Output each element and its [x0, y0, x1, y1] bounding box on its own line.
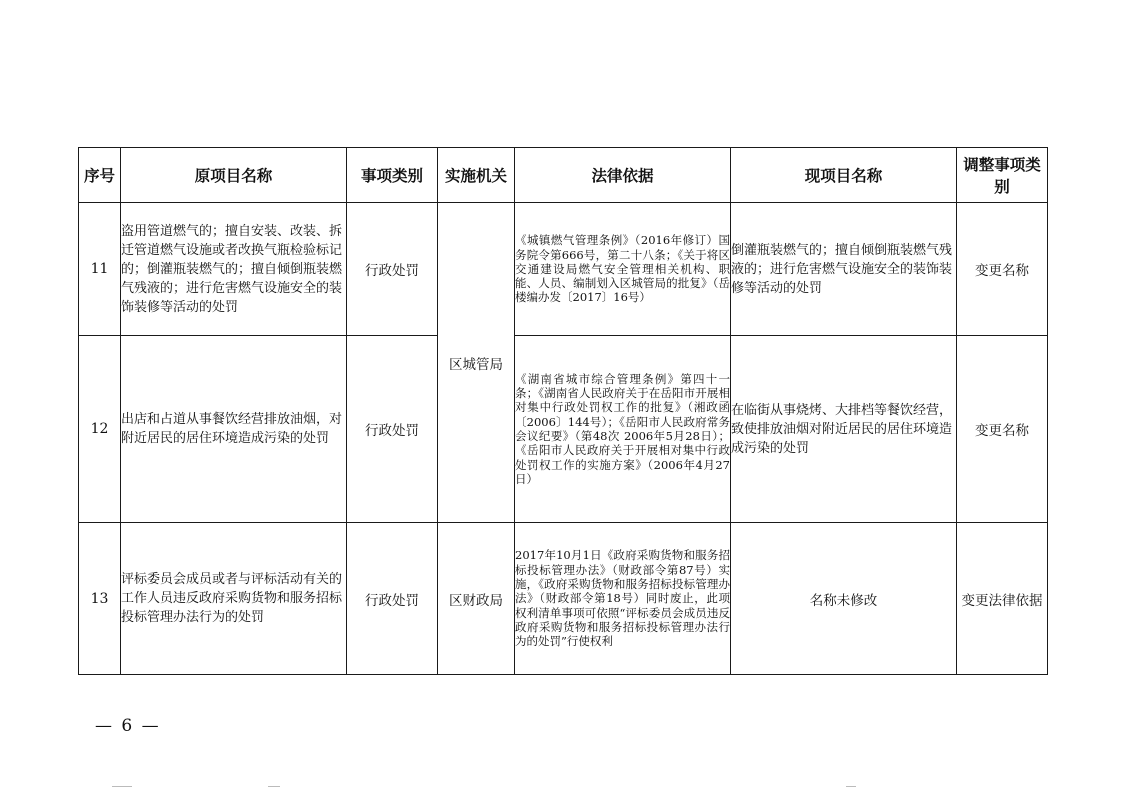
scan-artifact — [268, 786, 280, 787]
row-agency: 区城管局 — [438, 203, 515, 523]
row-legal-basis: 《湖南省城市综合管理条例》第四十一条；《湖南省人民政府关于在岳阳市开展相对集中行政处罚权工作的批复》（湘政函〔2006〕144号）；《岳阳市人民政府常务会议纪要》（第48次 2006年5月28日）；《岳阳市人民政府关于开展相对集中行政处罚权工作的实施方案》（2006年4月27日） — [515, 336, 731, 523]
header-current-name: 现项目名称 — [731, 148, 957, 203]
header-original-name: 原项目名称 — [121, 148, 347, 203]
row-category: 行政处罚 — [347, 523, 438, 675]
row-original-name: 盗用管道燃气的；擅自安装、改装、拆迁管道燃气设施或者改换气瓶检验标记的；倒灌瓶装燃气的；擅自倾倒瓶装燃气残液的；进行危害燃气设施安全的装饰装修等活动的处罚 — [121, 203, 347, 336]
row-agency: 区财政局 — [438, 523, 515, 675]
header-category: 事项类别 — [347, 148, 438, 203]
row-current-name: 在临街从事烧烤、大排档等餐饮经营，致使排放油烟对附近居民的居住环境造成污染的处罚 — [731, 336, 957, 523]
row-current-name: 名称未修改 — [731, 523, 957, 675]
header-serial-no: 序号 — [79, 148, 121, 203]
scan-artifact — [112, 786, 132, 787]
row-legal-basis: 2017年10月1日《政府采购货物和服务招标投标管理办法》（财政部令第87号）实施，《政府采购货物和服务招标投标管理办法》（财政部令第18号）同时废止，此项权利清单事项可依照“评标委员会成员违反政府采购货物和服务招标投标管理办法行为的处罚”行使权利 — [515, 523, 731, 675]
row-legal-basis: 《城镇燃气管理条例》（2016年修订）国务院令第666号，第二十八条；《关于将区交通建设局燃气安全管理相关机构、职能、人员、编制划入区城管局的批复》（岳楼编办发〔2017〕16号） — [515, 203, 731, 336]
row-current-name: 倒灌瓶装燃气的；擅自倾倒瓶装燃气残液的；进行危害燃气设施安全的装饰装修等活动的处罚 — [731, 203, 957, 336]
table-row — [79, 203, 1048, 336]
header-agency: 实施机关 — [438, 148, 515, 203]
row-adjustment-type: 变更名称 — [957, 203, 1048, 336]
row-category: 行政处罚 — [347, 336, 438, 523]
row-original-name: 评标委员会成员或者与评标活动有关的工作人员违反政府采购货物和服务招标投标管理办法行为的处罚 — [121, 523, 347, 675]
header-legal-basis: 法律依据 — [515, 148, 731, 203]
table-header-row — [79, 148, 1048, 203]
table-row — [79, 523, 1048, 675]
page-number: — 6 — — [95, 716, 161, 736]
row-adjustment-type: 变更法律依据 — [957, 523, 1048, 675]
header-adjustment-type: 调整事项类别 — [957, 148, 1048, 203]
row-original-name: 出店和占道从事餐饮经营排放油烟，对附近居民的居住环境造成污染的处罚 — [121, 336, 347, 523]
row-adjustment-type: 变更名称 — [957, 336, 1048, 523]
scan-artifact — [846, 786, 856, 787]
row-serial-no: 13 — [79, 523, 121, 675]
row-serial-no: 11 — [79, 203, 121, 336]
row-serial-no: 12 — [79, 336, 121, 523]
row-category: 行政处罚 — [347, 203, 438, 336]
table-row — [79, 336, 1048, 523]
adjustment-table — [78, 147, 1048, 675]
